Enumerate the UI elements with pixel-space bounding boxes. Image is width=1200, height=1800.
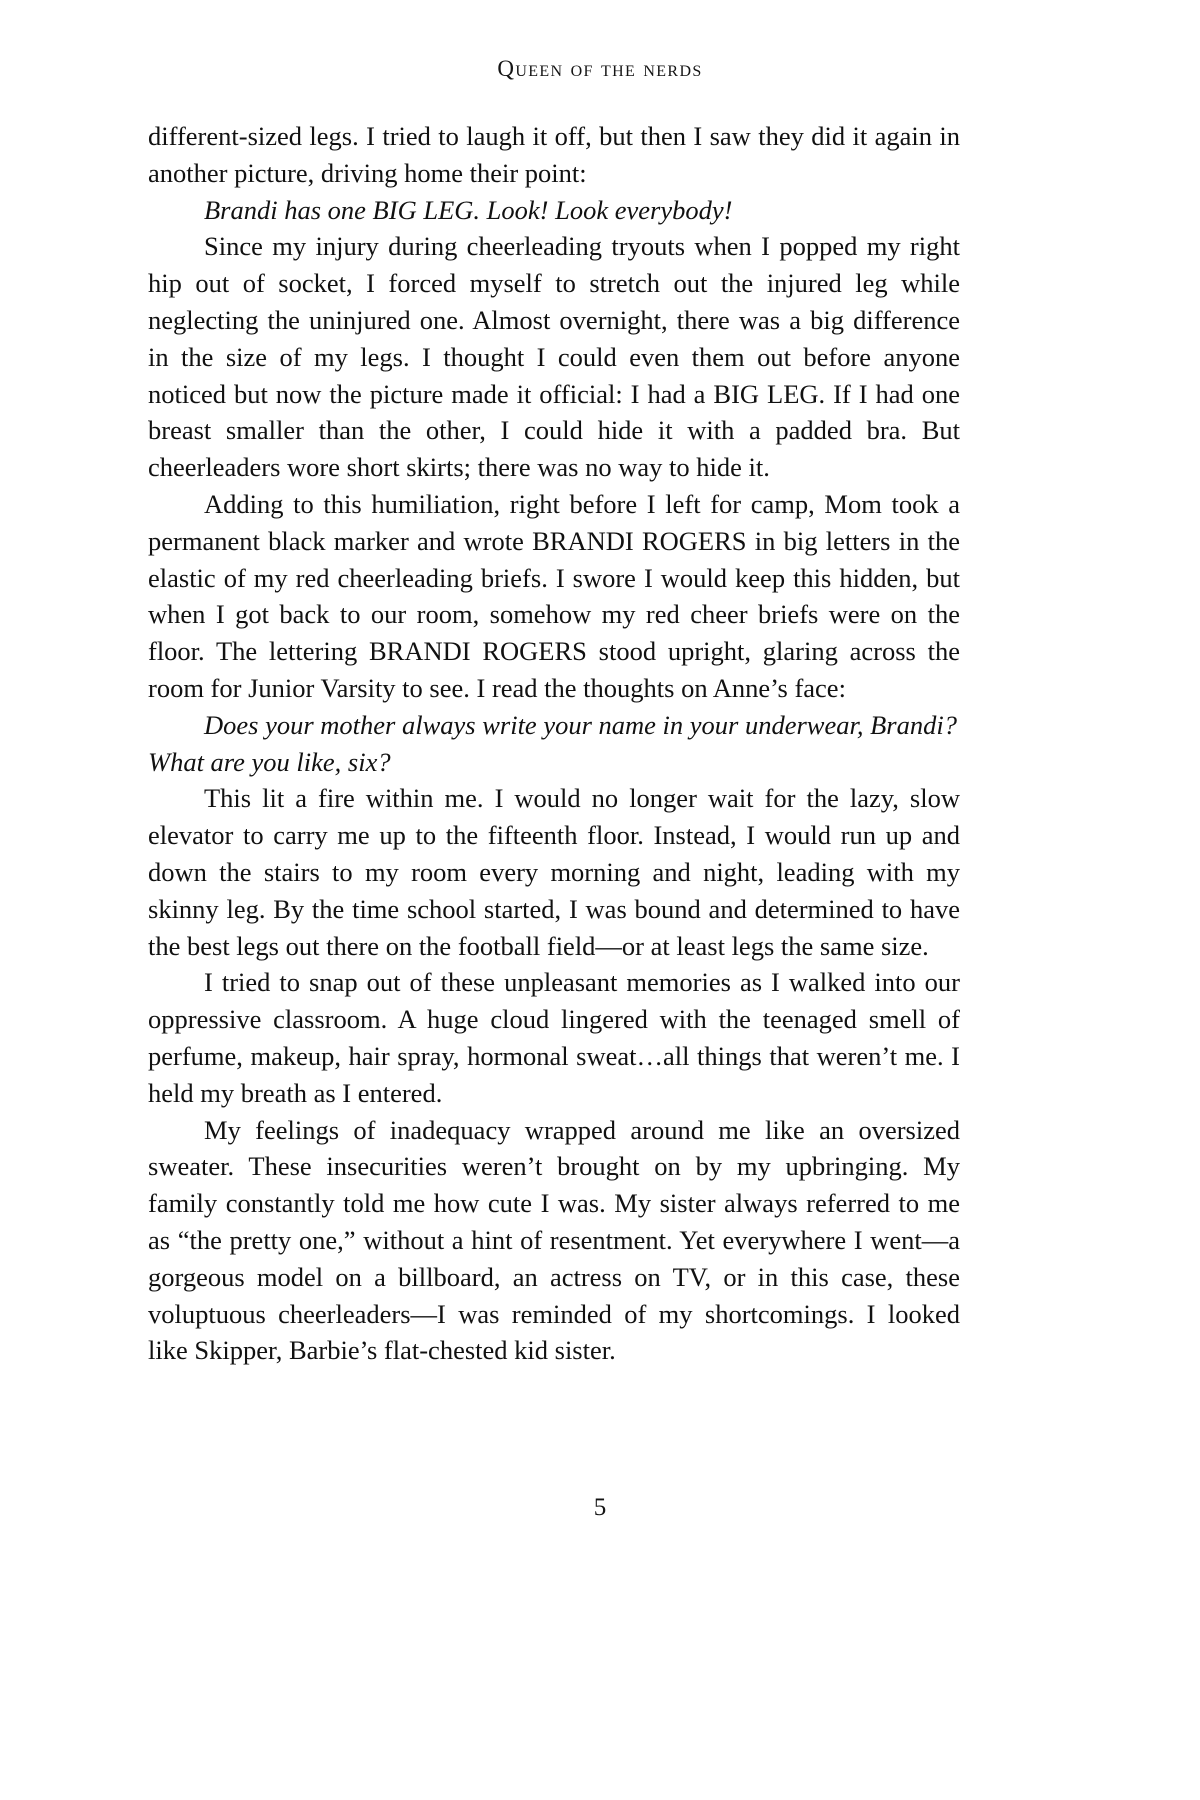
paragraph: Since my injury during cheerleading tryouts when I popped my right hip out of socket, I forced myself to stretch out the injured leg while neglecting the uninjured one. Almost overnight, there was a big difference in the size of my legs. I thought I could even them out before anyone noticed but now the picture made it official: I had a BIG LEG. If I had one breast smaller than the other, I could hide it with a padded bra. But cheerleaders wore short skirts; there was no way to hide it.	[148, 231, 960, 483]
paragraph: I tried to snap out of these unpleasant memories as I walked into our oppressive classroom. A huge cloud lingered with the teenaged smell of perfume, makeup, hair spray, hormonal sweat…all things that weren’t me. I held my breath as I entered.	[148, 967, 960, 1108]
running-head: Queen of the nerds	[497, 56, 703, 81]
italic-quote-line: Brandi has one BIG LEG. Look! Look everybody!	[204, 194, 733, 225]
paragraph: Adding to this humiliation, right before I left for camp, Mom took a permanent black marker and wrote BRANDI ROGERS in big letters in the elastic of my red cheerleading briefs. I swore I would keep this hidden, but when I got back to our room, somehow my red cheer briefs were on the floor. The lettering BRANDI ROGERS stood upright, glaring across the room for Junior Varsity to see. I read the thoughts on Anne’s face:	[148, 488, 960, 703]
italic-quote-line: Does your mother always write your name in your underwear, Brandi? What are you like, six?	[148, 709, 957, 777]
paragraph: My feelings of inadequacy wrapped around me like an oversized sweater. These insecurities weren’t brought on by my upbringing. My family constantly told me how cute I was. My sister always referred to me as “the pretty one,” without a hint of resentment. Yet everywhere I went—a gorgeous model on a billboard, an actress on TV, or in this case, these voluptuous cheerleaders—I was reminded of my shortcomings. I looked like Skipper, Barbie’s flat-chested kid sister.	[148, 1114, 960, 1366]
page-number: 5	[593, 1494, 607, 1521]
body-text-block	[148, 118, 960, 1369]
paragraph: different-sized legs. I tried to laugh it off, but then I saw they did it again in another picture, driving home their point:	[148, 121, 960, 188]
paragraph: This lit a fire within me. I would no longer wait for the lazy, slow elevator to carry me up to the fifteenth floor. Instead, I would run up and down the stairs to my room every morning and night, leading with my skinny leg. By the time school started, I was bound and determined to have the best legs out there on the football field—or at least legs the same size.	[148, 783, 960, 961]
